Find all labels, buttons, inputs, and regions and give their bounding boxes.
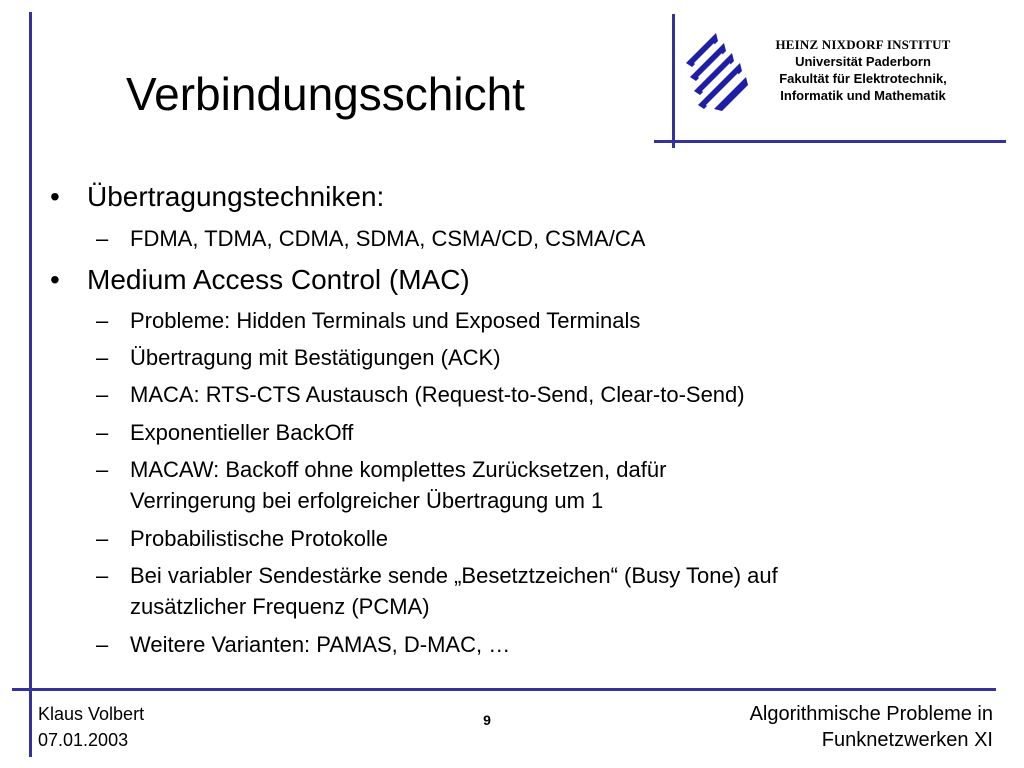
institute-name: HEINZ NIXDORF INSTITUT xyxy=(775,37,951,52)
institute-faculty: Fakultät für Elektrotechnik, xyxy=(779,71,947,86)
bullet-text: Übertragungstechniken: xyxy=(87,181,385,212)
bullet-text: Medium Access Control (MAC) xyxy=(87,264,470,295)
institute-university: Universität Paderborn xyxy=(795,54,931,69)
sub-bullet-mark: – xyxy=(96,420,109,445)
sub-bullet-text: Exponentieller BackOff xyxy=(130,420,354,445)
sub-bullet-text: Probleme: Hidden Terminals und Exposed Terminals xyxy=(130,308,641,333)
sub-bullet-text: Bei variabler Sendestärke sende „Besetztzeichen“ (Busy Tone) auf xyxy=(130,563,778,588)
sub-bullet-text: Weitere Varianten: PAMAS, D-MAC, … xyxy=(130,632,511,657)
footer-course-line-1: Algorithmische Probleme in xyxy=(749,703,993,725)
sub-bullet-text: FDMA, TDMA, CDMA, SDMA, CSMA/CD, CSMA/CA xyxy=(130,226,646,251)
sub-bullet-mark: – xyxy=(96,563,109,588)
sub-bullet-mark: – xyxy=(96,632,109,657)
page-number: 9 xyxy=(483,712,491,728)
footer-date: 07.01.2003 xyxy=(38,730,129,750)
bullet-mark: • xyxy=(50,264,60,295)
sub-bullet-mark: – xyxy=(96,308,109,333)
sub-bullet-text: Probabilistische Protokolle xyxy=(130,526,389,551)
sub-bullet-text: MACA: RTS-CTS Austausch (Request-to-Send, Clear-to-Send) xyxy=(130,382,745,407)
institute-departments: Informatik und Mathematik xyxy=(780,88,946,103)
footer-author: Klaus Volbert xyxy=(38,704,145,724)
sub-bullet-mark: – xyxy=(96,382,109,407)
sub-bullet-text: Übertragung mit Bestätigungen (ACK) xyxy=(130,345,501,370)
header-horizontal-rule xyxy=(654,140,1006,143)
slide-title: Verbindungsschicht xyxy=(126,68,525,120)
sub-bullet-mark: – xyxy=(96,226,109,251)
sub-bullet-mark: – xyxy=(96,457,109,482)
sub-bullet-mark: – xyxy=(96,526,109,551)
sub-bullet-text: Verringerung bei erfolgreicher Übertragung um 1 xyxy=(130,488,604,513)
sub-bullet-text: MACAW: Backoff ohne komplettes Zurücksetzen, dafür xyxy=(130,457,667,482)
sub-bullet-mark: – xyxy=(96,345,109,370)
footer-course-block xyxy=(750,701,993,753)
header-vertical-rule xyxy=(672,14,675,148)
sub-bullet-text: zusätzlicher Frequenz (PCMA) xyxy=(130,594,430,619)
footer-author-block xyxy=(38,701,144,753)
left-vertical-rule xyxy=(29,12,32,757)
bullet-mark: • xyxy=(50,181,60,212)
footer-course-line-2: Funknetzwerken XI xyxy=(821,729,993,751)
institute-block xyxy=(748,36,978,104)
footer-horizontal-rule xyxy=(12,688,996,691)
university-logo-icon xyxy=(684,33,750,111)
